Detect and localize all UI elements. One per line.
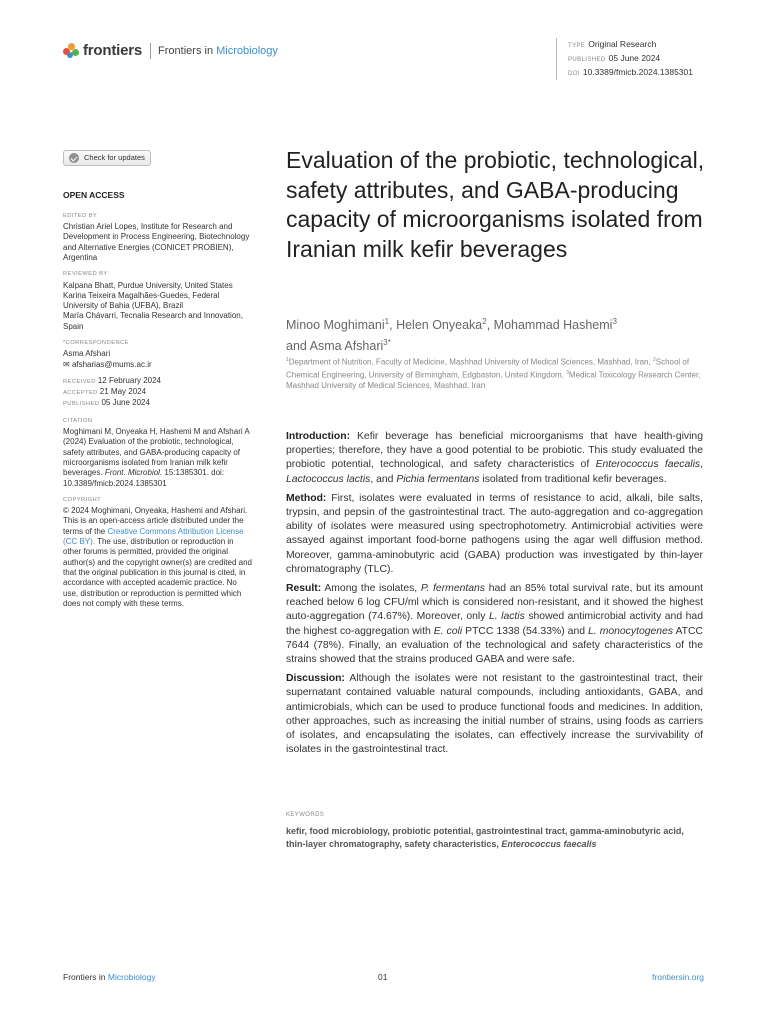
- journal-title: [158, 45, 278, 57]
- type-value: Original Research: [588, 39, 657, 49]
- abstract-text: showed antimicrobial activity and had the highest co-aggregation with: [286, 611, 703, 637]
- affiliation: School of Chemical Engineering, University of Birmingham, Edgbaston, United Kingdom,: [286, 357, 690, 380]
- doi-label: DOI: [568, 71, 580, 77]
- published-value: 05 June 2024: [101, 398, 150, 408]
- edited-by-section: [63, 211, 253, 263]
- abstract: [286, 430, 703, 762]
- abstract-text: Kefir beverage has beneficial microorganisms that have health-giving properties; therefore, they have a good potential to be probiotic. This study evaluated the probiotic potential, technological, and safety characteristics of: [286, 431, 703, 471]
- correspondence-section: [63, 338, 253, 370]
- species-name: L. lactis: [488, 611, 525, 623]
- citation-label: CITATION: [63, 417, 93, 424]
- check-circle-icon: [69, 153, 79, 163]
- accepted-value: 21 May 2024: [99, 387, 147, 397]
- reviewer: Kalpana Bhatt, Purdue University, United States: [63, 280, 233, 290]
- citation-journal: Front. Microbiol.: [104, 468, 163, 478]
- journal-header: [63, 42, 278, 59]
- copyright-pre: © 2024 Moghimani, Onyeaka, Hashemi and Afshari. This is an open-access article distributed under the terms of the: [63, 506, 248, 536]
- author-name: Asma Afshari: [309, 339, 384, 354]
- footer-journal-name: Microbiology: [107, 972, 156, 982]
- section-label: Method:: [286, 492, 327, 504]
- keywords-species: Enterococcus faecalis: [501, 838, 597, 849]
- abstract-text: ATCC 7644 (78%). Finally, an evaluation of the technological and safety characteristics of the strains showed that the strains produced GABA and were safe.: [286, 625, 703, 666]
- article-title: Evaluation of the probiotic, technological, safety attributes, and GABA-producing capacity of microorganisms isolated from Iranian milk kefir beverages: [286, 147, 705, 262]
- author-and: and: [286, 339, 310, 354]
- citation-text: [63, 427, 253, 489]
- reviewed-by-section: [63, 269, 253, 332]
- edited-by-label: EDITED BY: [63, 212, 98, 219]
- abstract-discussion: [286, 672, 703, 757]
- frontiers-logo-icon: [63, 43, 79, 59]
- published-label: PUBLISHED: [568, 57, 606, 63]
- sidebar: [63, 150, 253, 615]
- footer-site-link[interactable]: [652, 972, 704, 982]
- dates-section: [63, 376, 253, 410]
- footer-journal: [63, 972, 156, 982]
- author-separator: ,: [486, 318, 494, 333]
- affiliations: [286, 355, 706, 392]
- author-name: Minoo Moghimani: [286, 318, 385, 333]
- citation-volume: 15:1385301.: [164, 468, 209, 478]
- published-label: PUBLISHED: [63, 401, 100, 408]
- section-label: Discussion:: [286, 673, 345, 685]
- correspondence-name: Asma Afshari: [63, 349, 111, 359]
- species-name: Enterococcus faecalis: [595, 459, 701, 471]
- author-affil-sup: 1: [384, 317, 390, 326]
- citation-doi[interactable]: doi: 10.3389/fmicb.2024.1385301: [63, 468, 225, 488]
- cc-license-link[interactable]: Creative Commons Attribution License (CC BY).: [63, 526, 244, 547]
- open-access-label: OPEN ACCESS: [63, 190, 125, 201]
- accepted-label: ACCEPTED: [63, 390, 98, 397]
- species-name: P. fermentans: [420, 583, 486, 595]
- species-name: Lactococcus lactis: [286, 473, 371, 485]
- brand-name: frontiers: [83, 42, 143, 59]
- type-label: TYPE: [568, 43, 586, 49]
- author-affil-sup: 2: [482, 317, 487, 326]
- page-number: 01: [378, 972, 388, 982]
- affiliation: Department of Nutrition, Faculty of Medicine, Mashhad University of Medical Sciences, Mashhad, Iran,: [288, 357, 653, 367]
- received-value: 12 February 2024: [97, 375, 161, 385]
- affiliation: Medical Toxicology Research Center, Mashhad University of Medical Sciences, Mashhad, Iran: [286, 370, 701, 391]
- abstract-introduction: [286, 430, 703, 487]
- envelope-icon: ✉: [63, 359, 70, 369]
- check-updates-label: Check for updates: [84, 153, 145, 162]
- abstract-text: Although the isolates were not resistant to the gastrointestinal tract, their supernatant contained valuable natural compounds, including antioxidants, GABA, and antimicrobials, which can be used to produce functional foods and medicines. In addition, other approaches, such as increasing the initial number of strains, using foods as carriers of isolates, and encapsulating the isolates, can effectively increase the survivability of isolates in the gastrointestinal tract.: [286, 673, 703, 756]
- reviewed-by-label: REVIEWED BY: [63, 271, 108, 278]
- affil-sup: 1: [286, 357, 289, 363]
- species-name: E. coli: [433, 625, 463, 637]
- citation-body: Moghimani M, Onyeaka H, Hashemi M and Afshari A (2024) Evaluation of the probiotic, technological, safety attributes, and GABA-producing capacity of microorganisms isolated from Iranian milk kefir beverages.: [63, 427, 250, 478]
- abstract-method: [286, 492, 703, 577]
- section-label: Result:: [286, 583, 322, 595]
- affil-sup: 3: [566, 370, 569, 377]
- abstract-result: [286, 582, 703, 667]
- abstract-text: Among the isolates,: [321, 583, 421, 595]
- keywords-label: KEYWORDS: [286, 812, 325, 818]
- abstract-text: First, isolates were evaluated in terms of resistance to acid, alkali, bile salts, trypsin, and pepsin of the gastrointestinal tract. The auto-aggregation and co-aggregation ability of isolates were measured using spectrophotometry. Antimicrobial activities were assayed against important food-borne pathogens using the agar well diffusion method. Moreover, gamma-aminobutyric acid (GABA) production was investigated by thin-layer chromatography (TLC).: [286, 492, 703, 575]
- copyright-post: The use, distribution or reproduction in other forums is permitted, provided the original author(s) and the copyright owner(s) are credited and that the original publication in this journal is cited, in accordance with accepted academic practice. No use, distribution or reproduction is permitted which does not comply with these terms.: [63, 537, 252, 608]
- author-affil-sup: 3: [612, 317, 617, 326]
- footer-journal-prefix: Frontiers in: [63, 972, 106, 982]
- author-separator: ,: [389, 318, 397, 333]
- author-name: Mohammad Hashemi: [493, 318, 613, 333]
- doi-value[interactable]: 10.3389/fmicb.2024.1385301: [582, 67, 693, 77]
- section-label: Introduction:: [286, 431, 351, 442]
- author-name: Helen Onyeaka: [396, 318, 483, 333]
- correspondence-email[interactable]: afsharias@mums.ac.ir: [71, 359, 152, 369]
- copyright-section: [63, 495, 253, 609]
- article-meta: [556, 38, 693, 80]
- species-name: L. monocytogenes: [588, 625, 674, 637]
- journal-name: Microbiology: [216, 44, 278, 57]
- author-affil-sup: 3*: [383, 338, 391, 348]
- reviewer: María Chávarri, Tecnalia Research and Innovation, Spain: [63, 311, 243, 331]
- keywords: [286, 825, 686, 850]
- copyright-label: COPYRIGHT: [63, 496, 102, 503]
- journal-prefix: Frontiers in: [158, 44, 214, 57]
- affil-sup: 2: [652, 357, 656, 363]
- copyright-text: [63, 506, 253, 609]
- editor: Christian Ariel Lopes, Institute for Research and Development in Process Engineering, Biotechnology and Alternative Energies (CONICET PROBIEN), Argentina: [63, 222, 250, 262]
- correspondence-email-row: [63, 360, 253, 370]
- reviewer: Karina Teixeira Magalhães-Guedes, Federal University of Bahia (UFBA), Brazil: [63, 290, 220, 311]
- published-value: 05 June 2024: [608, 53, 661, 63]
- correspondence-label: *CORRESPONDENCE: [63, 340, 129, 346]
- species-name: Pichia fermentans: [396, 473, 480, 485]
- abstract-text: isolated from traditional kefir beverages.: [479, 473, 667, 485]
- abstract-text: had an 85% total survival rate, but its amount reached below 6 log CFU/ml which is considered non-resistant, and it showed the highest auto-aggregation (74.67%). Moreover, only: [286, 583, 703, 623]
- author-list: [286, 313, 726, 355]
- keywords-text: kefir, food microbiology, probiotic potential, gastrointestinal tract, gamma-aminobutyric acid, thin-layer chromatography, safety characteristics,: [286, 826, 684, 849]
- check-updates-button[interactable]: [63, 150, 151, 166]
- abstract-text: PTCC 1338 (54.33%) and: [462, 625, 589, 637]
- abstract-text: ,: [700, 459, 703, 471]
- header-divider: [150, 43, 151, 59]
- citation-section: [63, 416, 253, 489]
- abstract-text: , and: [370, 473, 397, 485]
- site-url[interactable]: frontiersin.org: [652, 972, 704, 982]
- received-label: RECEIVED: [63, 378, 96, 385]
